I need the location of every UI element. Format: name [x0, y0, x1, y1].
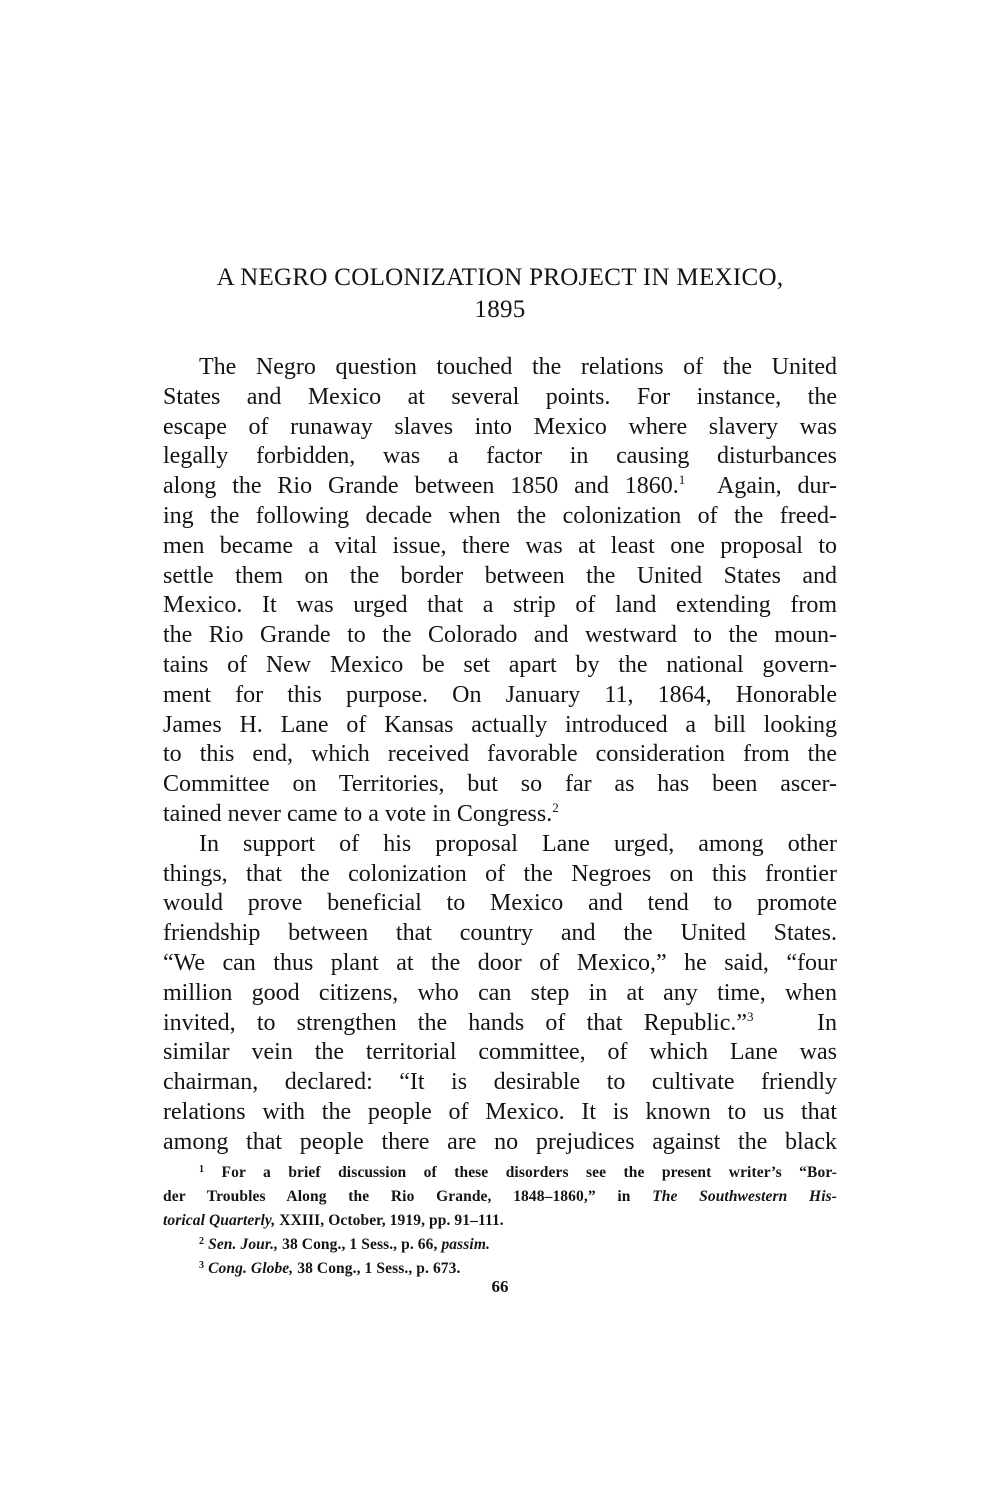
body-line: Mexico. It was urged that a strip of land extending from: [163, 592, 837, 619]
body-line: among that people there are no prejudices against the black: [163, 1128, 837, 1155]
footnote-marker-2: 2: [199, 1236, 205, 1247]
footnote-text: der Troubles Along the Rio Grande, 1848–1860,” in: [163, 1188, 653, 1205]
body-line-with-ref: [163, 800, 837, 830]
body-line-text: tained never came to a vote in Congress.: [163, 800, 553, 827]
body-line: men became a vital issue, there was at least one proposal to: [163, 532, 837, 559]
footnote-1-line-2: [163, 1185, 837, 1209]
footnotes: [163, 1161, 837, 1281]
body-line: tains of New Mexico be set apart by the national govern-: [163, 651, 837, 678]
footnote-text: 38 Cong., 1 Sess., p. 673.: [293, 1260, 461, 1277]
body-line-with-ref: [163, 472, 837, 502]
body-line-tail: In: [817, 1009, 838, 1036]
body-line: similar vein the territorial committee, of which Lane was: [163, 1039, 837, 1066]
article-title: [163, 262, 837, 326]
footnote-text: 38 Cong., 1 Sess., p. 66,: [278, 1236, 442, 1253]
footnote-italic: torical Quarterly,: [163, 1212, 276, 1229]
paragraph-1: [163, 353, 837, 830]
body-line: States and Mexico at several points. For instance, the: [163, 383, 837, 410]
footnote-ref-1: 1: [678, 472, 686, 488]
paragraph-2: [163, 830, 837, 1158]
footnote-italic: Cong. Globe,: [208, 1260, 294, 1277]
footnote-ref-2: 2: [552, 799, 559, 815]
body-line: relations with the people of Mexico. It is known to us that: [163, 1098, 837, 1125]
body-line: The Negro question touched the relations of the United: [199, 354, 837, 380]
footnote-text: XXIII, October, 1919, pp. 91–111.: [275, 1212, 504, 1229]
body-line: “We can thus plant at the door of Mexico,” he said, “four: [163, 949, 837, 976]
body-line-with-ref: [163, 1009, 837, 1039]
body-line-tail: Again, dur-: [716, 473, 838, 500]
body-line: ing the following decade when the colonization of the freed-: [163, 502, 837, 529]
footnote-italic: passim.: [441, 1236, 490, 1253]
footnote-marker-3: 3: [199, 1260, 205, 1271]
footnote-italic: The Southwestern His-: [652, 1188, 837, 1205]
article-body: [163, 353, 837, 1158]
body-line-text: invited, to strengthen the hands of that Republic.”: [163, 1009, 748, 1036]
footnote-1-line-1: [163, 1161, 837, 1185]
body-line: chairman, declared: “It is desirable to cultivate friendly: [163, 1069, 837, 1096]
body-line: million good citizens, who can step in at any time, when: [163, 979, 837, 1006]
body-line: In support of his proposal Lane urged, among other: [199, 830, 837, 857]
title-line-2: 1895: [474, 296, 526, 323]
footnote-italic: Sen. Jour.,: [208, 1236, 279, 1253]
body-line: legally forbidden, was a factor in causing disturbances: [163, 443, 837, 470]
body-line: Committee on Territories, but so far as has been ascer-: [163, 771, 837, 798]
footnote-text: For a brief discussion of these disorders see the present writer’s “Bor-: [221, 1164, 837, 1181]
body-line: would prove beneficial to Mexico and tend to promote: [163, 890, 837, 917]
body-line: friendship between that country and the United States.: [163, 920, 837, 947]
body-line: to this end, which received favorable consideration from the: [163, 741, 837, 768]
footnote-marker-1: 1: [199, 1164, 205, 1175]
body-line: settle them on the border between the United States and: [163, 562, 837, 589]
footnote-2: [163, 1233, 837, 1257]
body-line: things, that the colonization of the Negroes on this frontier: [163, 860, 837, 887]
body-line: James H. Lane of Kansas actually introduced a bill looking: [163, 711, 837, 738]
title-line-1: A NEGRO COLONIZATION PROJECT IN MEXICO,: [216, 264, 784, 291]
page-number: 66: [491, 1277, 509, 1296]
footnote-1-line-3: [163, 1209, 837, 1233]
body-line-text: along the Rio Grande between 1850 and 1860.: [163, 473, 679, 500]
body-line: ment for this purpose. On January 11, 1864, Honorable: [163, 681, 837, 708]
body-line: escape of runaway slaves into Mexico where slavery was: [163, 413, 837, 440]
footnote-ref-3: 3: [747, 1008, 754, 1024]
body-line: the Rio Grande to the Colorado and westward to the moun-: [163, 622, 837, 649]
